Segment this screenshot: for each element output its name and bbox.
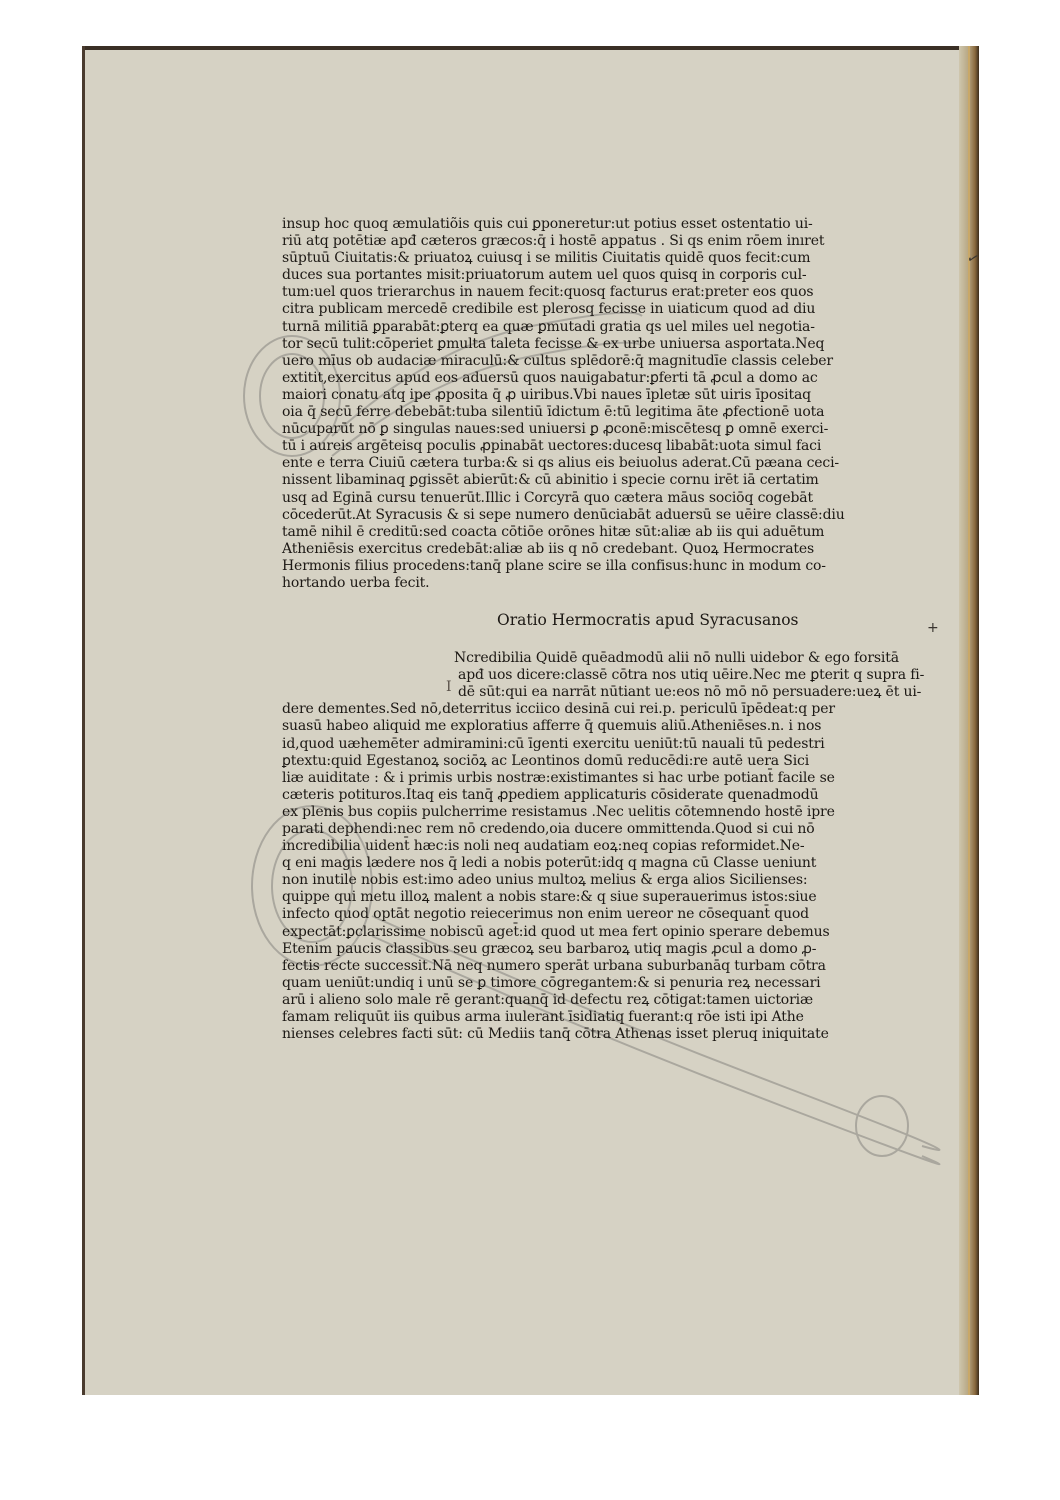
text-line: nūcuparūt nō ꝑ singulas naues:sed uniuersi ꝑ ꝓconē:miscētesq ꝑ omnē exerci-: [282, 421, 829, 438]
text-line: dere dementes.Sed nō,deterritus icciico desinā cui rei.p. periculū īpēdeat:q per: [282, 701, 835, 718]
text-line: tū i aureis argēteisq poculis ꝓpinabāt uectores:ducesq libabāt:uota simul faci: [282, 438, 822, 455]
margin-mark-plus: +: [927, 620, 939, 636]
page-top-shadow: [82, 46, 979, 50]
text-line: hortando uerba fecit.: [282, 574, 430, 591]
text-line: tamē nihil ē creditū:sed coacta cōtiōe orōnes hitæ sūt:aliæ ab iis qui aduētum: [282, 523, 825, 540]
text-line: sūptuū Ciuitatis:& priuatoꝝ cuiusq i se militis Ciuitatis quidē quos fecit:cum: [282, 250, 811, 267]
paragraph-1: [282, 216, 997, 592]
text-line: ente e terra Ciuiū cætera turba:& si qs alius eis beiuolus aderat.Cū pæana ceci-: [282, 455, 840, 472]
text-line: turnā militiā ꝑparabāt:ꝑterq ea quæ ꝑmutadi gratia qs uel miles uel negotia-: [282, 318, 815, 335]
text-line: maiori conatu atq ipe ꝓposita q̄ ꝓ uiribus.Vbi naues īpletæ sūt uiris īpositaq: [282, 386, 811, 403]
text-line: nissent libaminaq ꝑgissēt abierūt:& cū abinitio i specie cornu irēt iā certatim: [282, 472, 819, 489]
text-block: [282, 216, 997, 1043]
text-line: q eni magis lædere nos q̄ ledi a nobis poterūt:idq q magna cū Classe ueniunt: [282, 855, 817, 872]
text-line: nienses celebres facti sūt: cū Mediis tanq̄ cōtra Athenas isset pleruq iniquitate: [282, 1026, 829, 1043]
text-line: citra publicam mercedē credibile est plerosq fecisse in uiaticum quod ad diu: [282, 301, 816, 318]
text-line: insup hoc quoq æmulatiõis quis cui ꝑponeretur:ut potius esset ostentatio ui-: [282, 216, 813, 232]
text-line: dē sūt:qui ea narrāt nūtiant ue:eos nō mō nō persuadere:ueꝝ ēt ui-: [458, 684, 922, 701]
text-line: riū atq potētiæ apđ cæteros græcos:q̄ i hostē appatus . Si qs enim rōem inıret: [282, 233, 825, 250]
text-line: duces sua portantes misit:priuatorum autem uel quos quisq in corporis cul-: [282, 267, 807, 284]
text-line: quam ueniūt:undiq i unū se ꝑ timore cōgregantem:& si penuria reꝝ necessari: [282, 974, 821, 991]
text-line: cæteris potituros.Itaq eis tanq̄ ꝓpediem applicaturis cōsiderate quenadmodū: [282, 786, 819, 803]
text-line: liæ auiditate : & i primis urbis nostræ:existimantes si hac urbe potiant̄ facile se: [282, 769, 835, 786]
margin-mark-tick: ✓: [964, 249, 982, 269]
text-line: suasū habeo aliquid me exploratius afferre q̄ quemuis aliū.Atheniēses.n. i nos: [282, 718, 822, 735]
initial-letter-guide: I: [446, 679, 452, 695]
page-left-shadow: [82, 46, 85, 1395]
text-line: Atheniēsis exercitus credebāt:aliæ ab iis q nō credebant. Quoꝝ Hermocrates: [282, 540, 815, 557]
text-line: quippe qui metu illoꝝ malent a nobis stare:& q siue superauerimus istos:siue: [282, 889, 817, 906]
text-line: cōcederūt.At Syracusis & si sepe numero denūciabāt aduersū se uēire classē:diu: [282, 506, 845, 523]
text-line: parati dephendi:nec rem nō credendo,oia ducere ommittenda.Quod si cui nō: [282, 821, 815, 837]
text-line: tum:uel quos trierarchus in nauem fecit:quosq facturus erat:preter eos quos: [282, 284, 814, 301]
section-heading: Oratio Hermocratis apud Syracusanos: [497, 611, 799, 630]
text-line: oia q̄ secū ferre debebāt:tuba silentiū īdictum ē:tū legitima āte ꝓfectionē uota: [282, 404, 825, 421]
text-line: Hermonis filius procedens:tanq̄ plane scire se illa confisus:hunc in modum co-: [282, 557, 826, 574]
text-line: extitit,exercitus apud eos aduersū quos nauigabatur:ꝑferti tā ꝓcul a domo ac: [282, 369, 818, 386]
text-line: id,quod uæhemēter admiramini:cū īgenti exercitu ueniūt:tū nauali tū pedestri: [282, 735, 825, 752]
text-line: uero mīus ob audaciæ miraculū:& cultus splēdorē:q̄ magnitudīe classis celeber: [282, 352, 833, 369]
text-line: incredibilia uident̄ hæc:is noli neq audatiam eoꝝ:neq copias reformidet.Ne-: [282, 838, 805, 855]
text-line: arū i alieno solo male rē gerant:quanq̄ id defectu reꝝ cōtigat:tamen uictoriæ: [282, 991, 813, 1008]
text-line: expectāt:ꝑclarissime nobiscū aget̄:id quod ut mea fert opinio sperare debemus: [282, 923, 830, 940]
paragraph-2: [282, 650, 997, 1043]
text-line: Ncredibilia Quidē quēadmodū alii nō nulli uidebor & ego forsitā: [454, 650, 899, 667]
text-line: Etenim paucis classibus seu græcoꝝ seu barbaroꝝ utiq magis ꝓcul a domo ꝓ-: [282, 940, 817, 957]
scanned-page: [82, 46, 982, 1395]
text-line: non inutile nobis est:imo adeo unius multoꝝ melius & erga alios Sicilienses:: [282, 872, 808, 889]
text-line: usq ad Eginā cursu tenuerūt.Illic i Corcyrā quo cætera māus sociōq cogebāt: [282, 489, 813, 506]
text-line: infecto quod optāt negotio reiecerimus non enim uereor ne cōsequant̄ quod: [282, 906, 809, 923]
text-line: tor secū tulit:cōperiet ꝑmulta taleta fecisse & ex urbe uniuersa asportata.Neq: [282, 335, 825, 352]
text-line: famam reliquūt iis quibus arma iıulerant īsidiatiq fuerant:q rōe isti ipi Athe: [282, 1009, 804, 1026]
text-line: ꝑtextu:quid Egestanoꝝ sociōꝝ ac Leontinos domū reducēdi:re autē uera Sici: [282, 752, 810, 769]
text-line: apđ uos dicere:classē cōtra nos utiq uēire.Nec me ꝑterit q supra fi-: [458, 667, 925, 684]
text-line: fectis recte successit.Nā neq numero sperāt urbana suburbanāq turbam cōtra: [282, 957, 826, 974]
text-line: ex plenis bus copiis pulcherrime resistamus .Nec uelitis cōtemnendo hostē ipre: [282, 803, 835, 820]
